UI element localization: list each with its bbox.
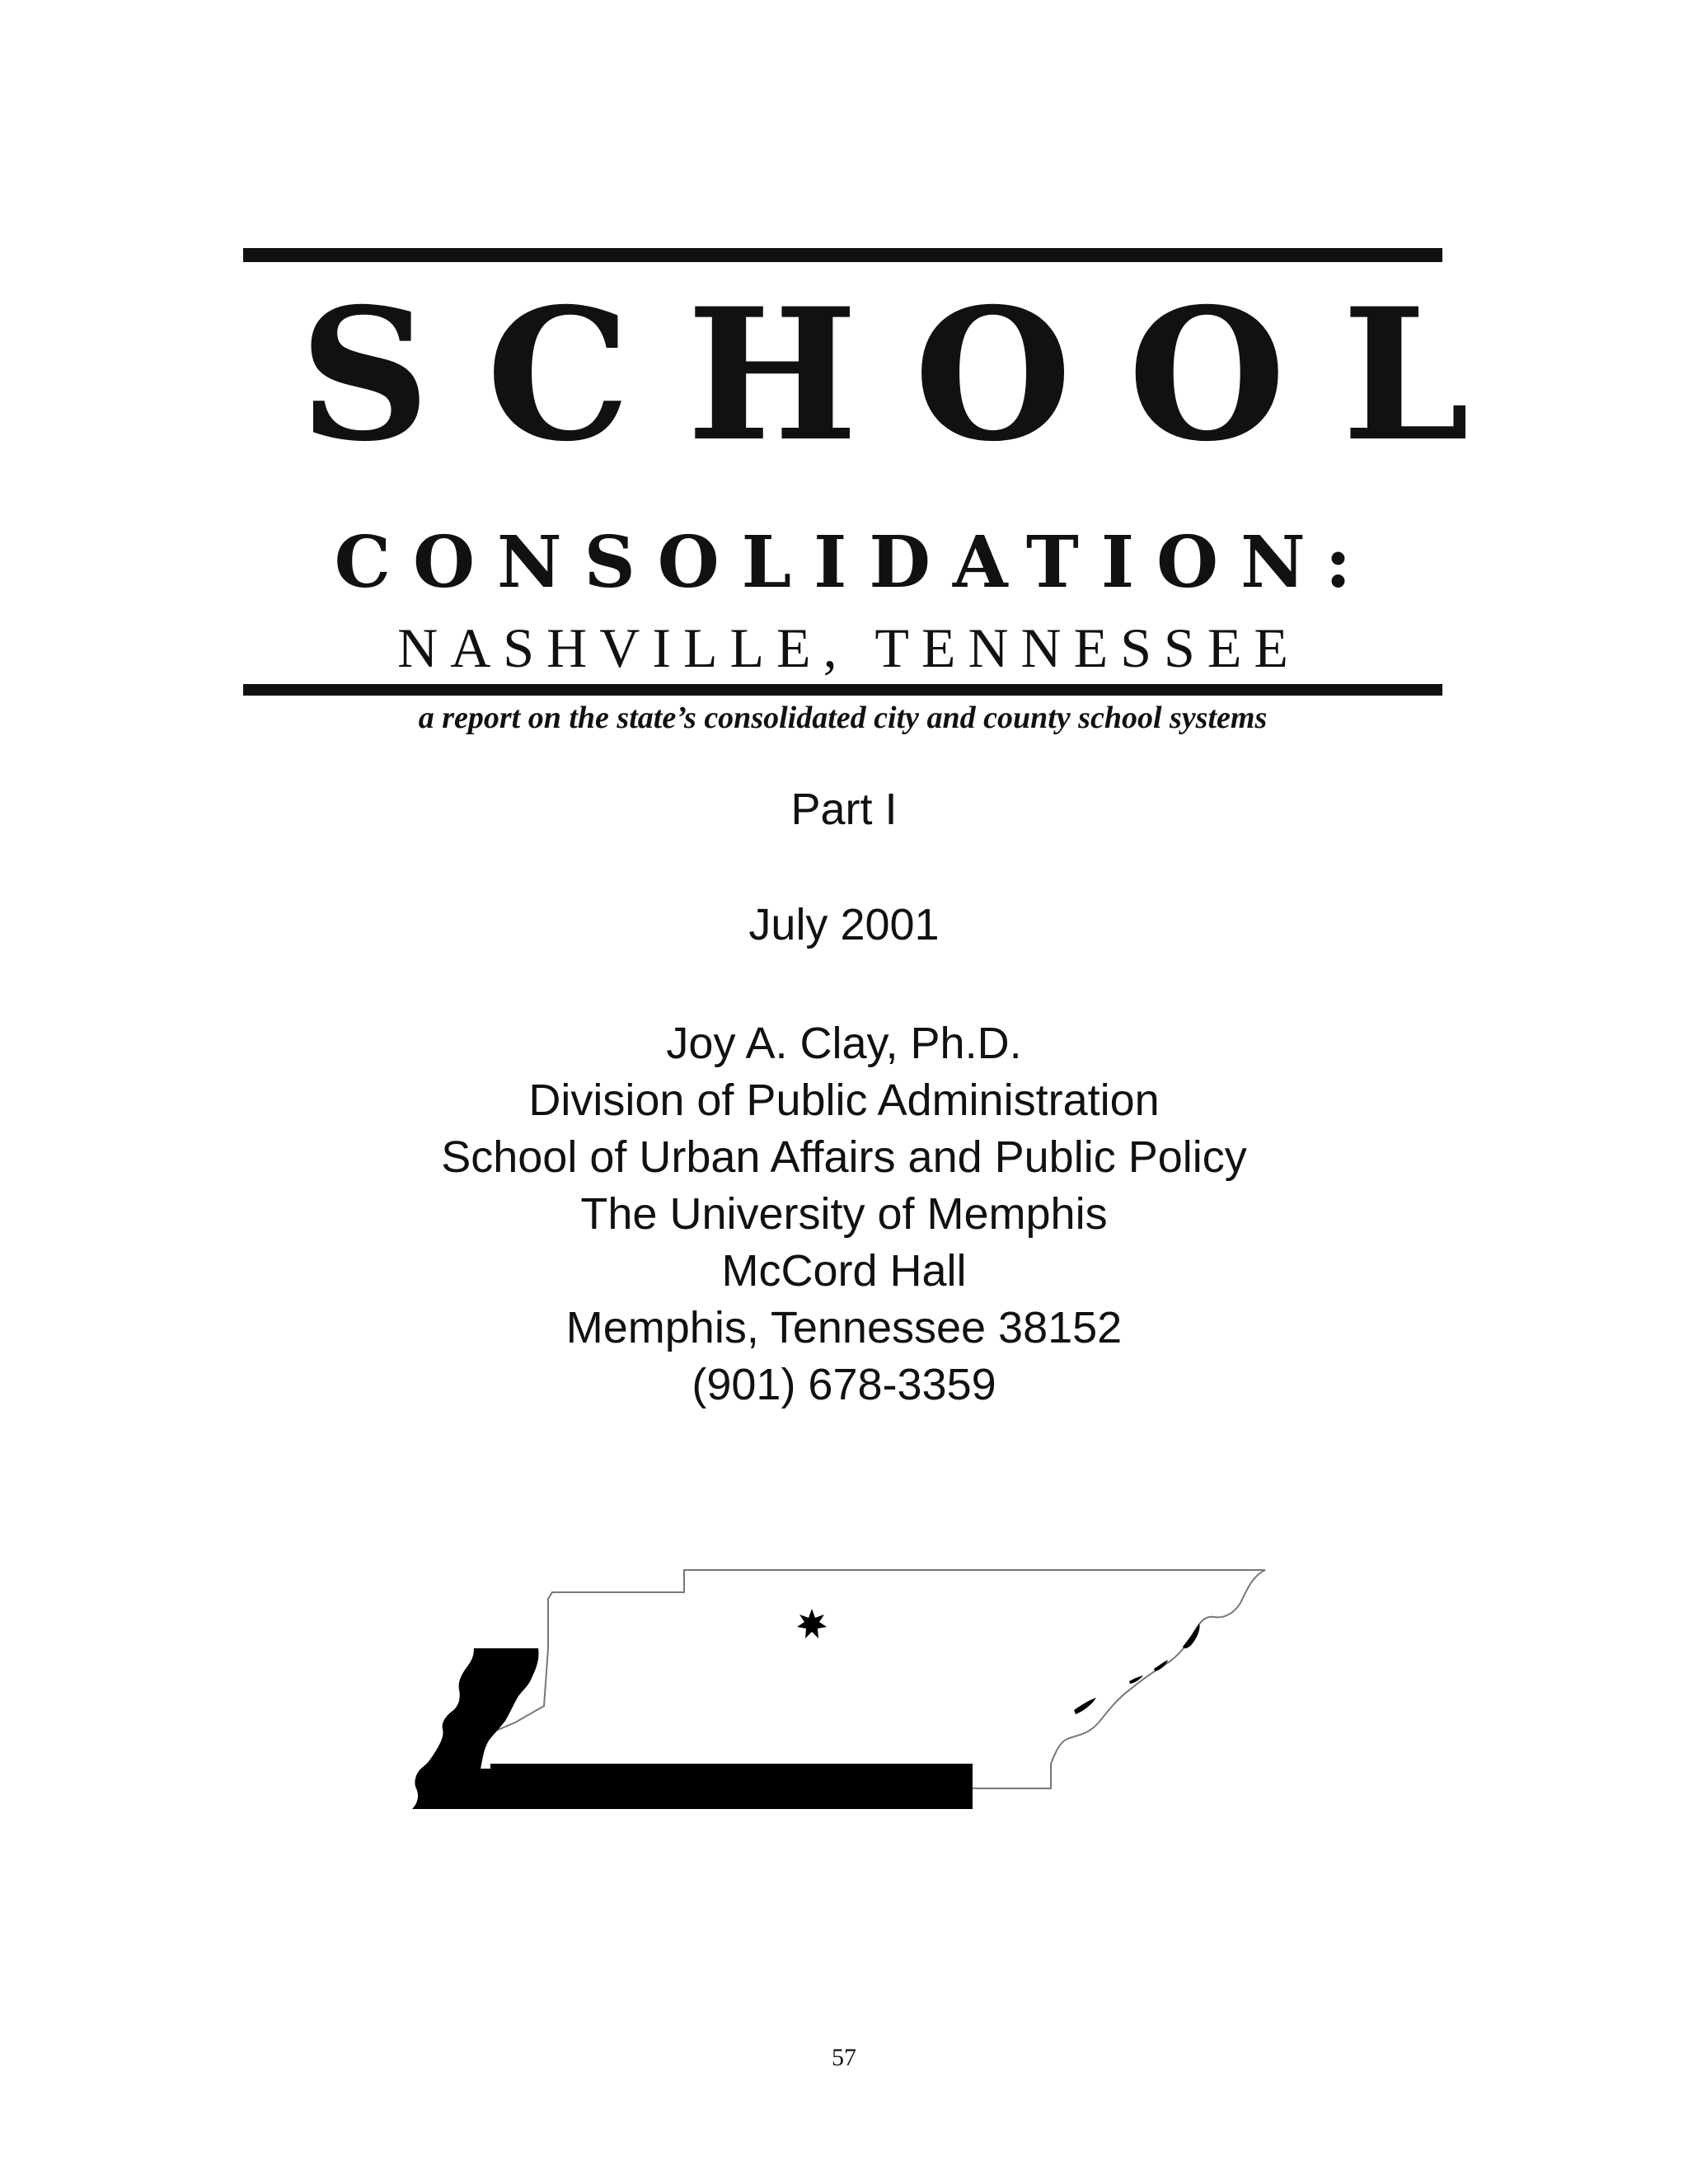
east-lake-3: [1129, 1675, 1143, 1684]
title-consolidation: CONSOLIDATION:: [334, 521, 1374, 604]
title-top-rule: [243, 248, 1442, 262]
east-lake-1: [1183, 1624, 1200, 1648]
author-university: The University of Memphis: [580, 1189, 1108, 1239]
author-phone: (901) 678-3359: [692, 1360, 996, 1409]
star-icon: [797, 1609, 827, 1638]
tennessee-map-icon: [408, 1566, 1282, 1846]
author-school: School of Urban Affairs and Public Policy: [441, 1132, 1247, 1182]
east-lake-4: [1074, 1698, 1096, 1714]
author-block: [0, 1015, 1688, 1413]
west-tennessee-shaded-region: [412, 1648, 973, 1809]
author-name: Joy A. Clay, Ph.D.: [666, 1019, 1022, 1068]
title-bottom-rule: [243, 684, 1442, 696]
report-part: Part I: [790, 785, 898, 834]
tennessee-outline: [478, 1570, 1265, 1788]
author-city: Memphis, Tennessee 38152: [565, 1303, 1123, 1352]
east-lake-2: [1154, 1660, 1168, 1671]
title-nashville-tennessee: NASHVILLE, TENNESSEE: [397, 616, 1301, 679]
report-date: July 2001: [748, 900, 940, 949]
author-building: McCord Hall: [721, 1246, 967, 1296]
page-number: 57: [832, 2044, 856, 2071]
author-division: Division of Public Administration: [528, 1076, 1160, 1125]
title-school: SCHOOL: [299, 268, 1526, 481]
report-subtitle: a report on the state’s consolidated city and county school systems: [418, 701, 1268, 735]
